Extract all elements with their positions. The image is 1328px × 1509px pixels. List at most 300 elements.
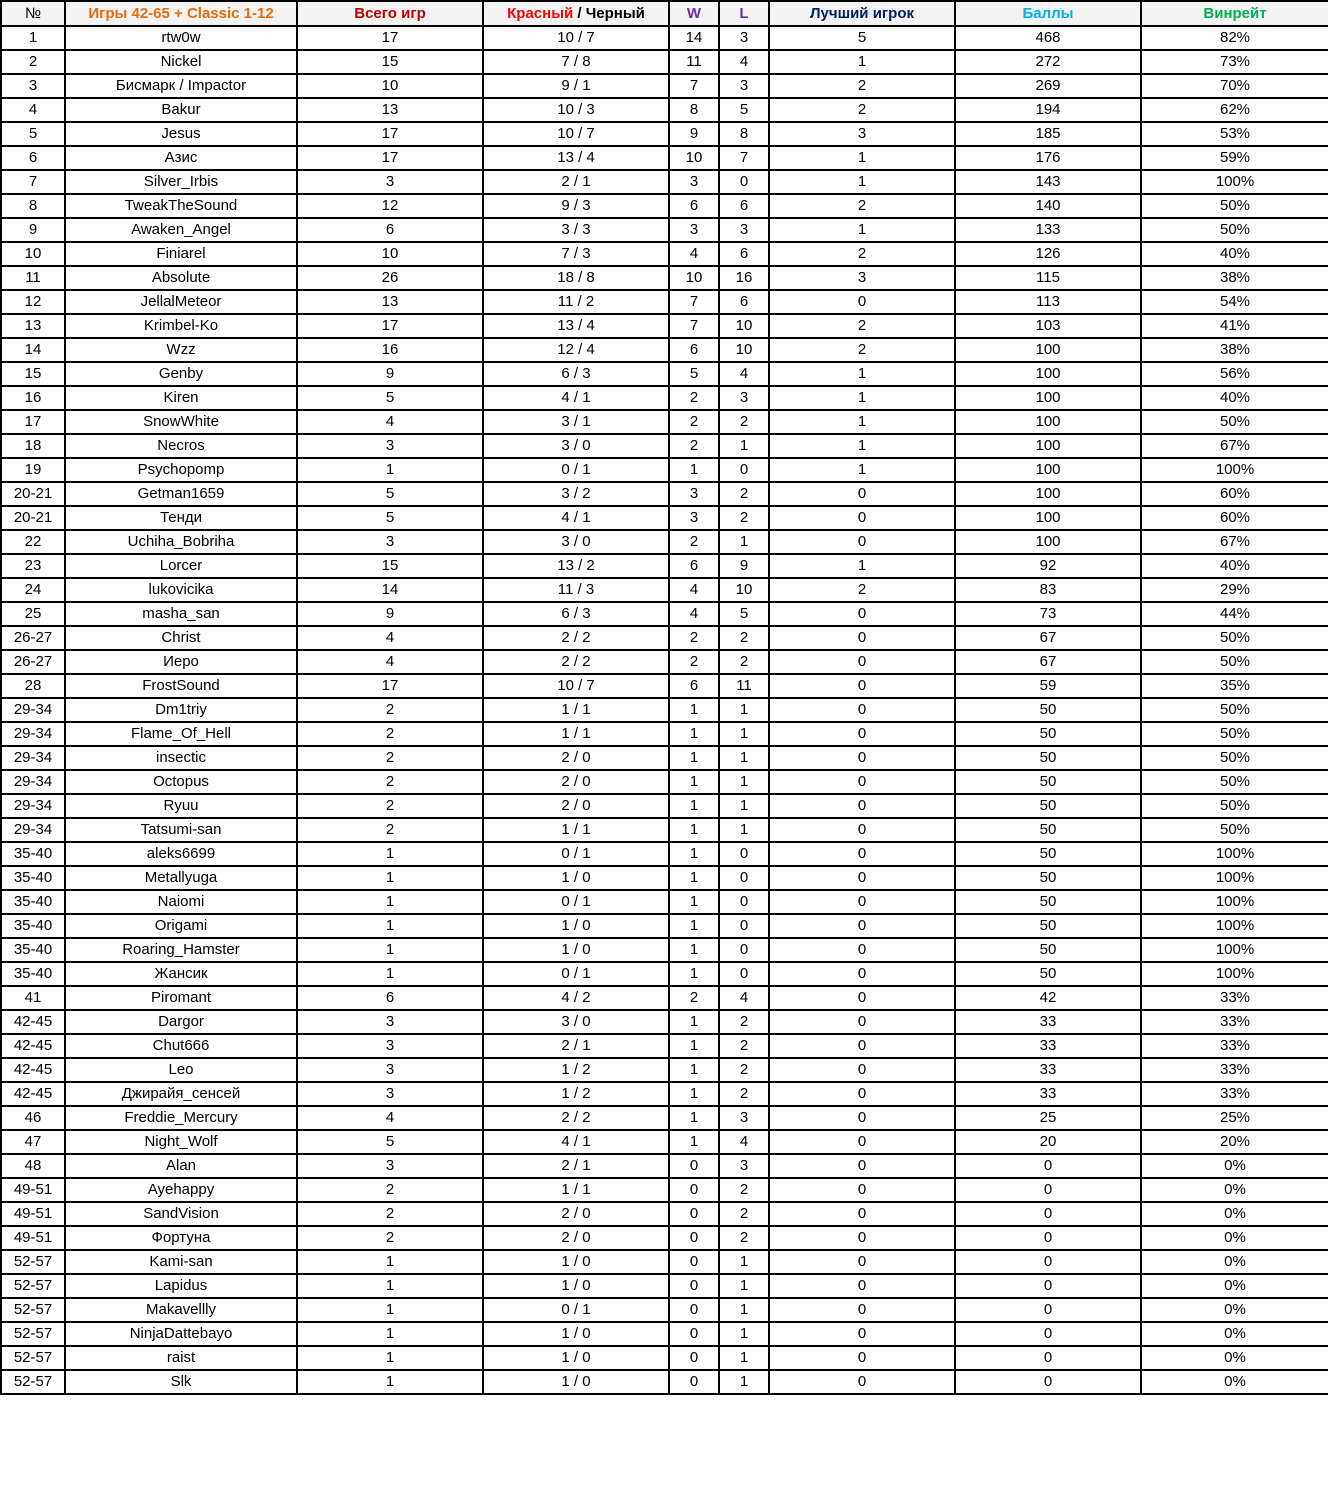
wins-cell: 14 xyxy=(669,26,719,50)
rank-cell: 29-34 xyxy=(1,698,65,722)
wins-cell: 11 xyxy=(669,50,719,74)
points-cell: 50 xyxy=(955,842,1141,866)
best-player-cell: 2 xyxy=(769,314,955,338)
player-cell: Kiren xyxy=(65,386,297,410)
wins-cell: 2 xyxy=(669,650,719,674)
losses-cell: 2 xyxy=(719,1202,769,1226)
losses-cell: 1 xyxy=(719,1250,769,1274)
player-cell: Psychopomp xyxy=(65,458,297,482)
losses-cell: 2 xyxy=(719,1010,769,1034)
red-black-cell: 2 / 1 xyxy=(483,1154,669,1178)
losses-cell: 0 xyxy=(719,458,769,482)
player-cell: Ayehappy xyxy=(65,1178,297,1202)
losses-cell: 16 xyxy=(719,266,769,290)
player-cell: SnowWhite xyxy=(65,410,297,434)
rank-cell: 29-34 xyxy=(1,746,65,770)
total-games-cell: 1 xyxy=(297,458,483,482)
red-black-cell: 7 / 3 xyxy=(483,242,669,266)
losses-cell: 1 xyxy=(719,1370,769,1394)
points-cell: 50 xyxy=(955,746,1141,770)
rank-cell: 26-27 xyxy=(1,626,65,650)
points-cell: 100 xyxy=(955,434,1141,458)
player-cell: Bakur xyxy=(65,98,297,122)
losses-cell: 2 xyxy=(719,1178,769,1202)
red-black-cell: 0 / 1 xyxy=(483,842,669,866)
best-player-cell: 0 xyxy=(769,1154,955,1178)
points-cell: 67 xyxy=(955,626,1141,650)
losses-cell: 1 xyxy=(719,698,769,722)
table-row xyxy=(1,842,1328,866)
red-black-cell: 3 / 2 xyxy=(483,482,669,506)
table-row xyxy=(1,626,1328,650)
winrate-cell: 33% xyxy=(1141,1058,1328,1082)
winrate-cell: 25% xyxy=(1141,1106,1328,1130)
winrate-cell: 60% xyxy=(1141,482,1328,506)
winrate-cell: 56% xyxy=(1141,362,1328,386)
wins-cell: 4 xyxy=(669,578,719,602)
table-row xyxy=(1,722,1328,746)
losses-cell: 3 xyxy=(719,26,769,50)
losses-cell: 2 xyxy=(719,1058,769,1082)
table-row xyxy=(1,1274,1328,1298)
wins-cell: 1 xyxy=(669,842,719,866)
player-cell: rtw0w xyxy=(65,26,297,50)
wins-cell: 3 xyxy=(669,482,719,506)
winrate-cell: 29% xyxy=(1141,578,1328,602)
player-cell: raist xyxy=(65,1346,297,1370)
points-cell: 92 xyxy=(955,554,1141,578)
red-black-cell: 10 / 7 xyxy=(483,122,669,146)
winrate-cell: 67% xyxy=(1141,434,1328,458)
winrate-cell: 62% xyxy=(1141,98,1328,122)
winrate-cell: 0% xyxy=(1141,1178,1328,1202)
red-black-cell: 10 / 7 xyxy=(483,26,669,50)
wins-cell: 1 xyxy=(669,866,719,890)
best-player-cell: 1 xyxy=(769,50,955,74)
losses-cell: 1 xyxy=(719,1274,769,1298)
total-games-cell: 10 xyxy=(297,242,483,266)
rank-cell: 52-57 xyxy=(1,1298,65,1322)
red-black-cell: 2 / 0 xyxy=(483,746,669,770)
points-cell: 50 xyxy=(955,818,1141,842)
points-cell: 272 xyxy=(955,50,1141,74)
player-cell: Wzz xyxy=(65,338,297,362)
best-player-cell: 0 xyxy=(769,914,955,938)
player-cell: Awaken_Angel xyxy=(65,218,297,242)
points-cell: 194 xyxy=(955,98,1141,122)
red-black-cell: 1 / 0 xyxy=(483,1370,669,1394)
wins-cell: 0 xyxy=(669,1346,719,1370)
best-player-cell: 1 xyxy=(769,386,955,410)
table-row xyxy=(1,458,1328,482)
red-black-cell: 0 / 1 xyxy=(483,962,669,986)
rank-cell: 23 xyxy=(1,554,65,578)
red-black-cell: 2 / 2 xyxy=(483,1106,669,1130)
best-player-cell: 0 xyxy=(769,1298,955,1322)
total-games-cell: 1 xyxy=(297,842,483,866)
best-player-cell: 0 xyxy=(769,1226,955,1250)
rank-cell: 52-57 xyxy=(1,1322,65,1346)
losses-cell: 10 xyxy=(719,314,769,338)
total-games-cell: 6 xyxy=(297,218,483,242)
player-cell: Origami xyxy=(65,914,297,938)
points-cell: 50 xyxy=(955,962,1141,986)
best-player-cell: 0 xyxy=(769,482,955,506)
total-games-cell: 3 xyxy=(297,1034,483,1058)
rank-cell: 11 xyxy=(1,266,65,290)
wins-cell: 5 xyxy=(669,362,719,386)
points-cell: 133 xyxy=(955,218,1141,242)
player-cell: Kami-san xyxy=(65,1250,297,1274)
wins-cell: 1 xyxy=(669,722,719,746)
winrate-cell: 0% xyxy=(1141,1154,1328,1178)
red-black-cell: 1 / 0 xyxy=(483,866,669,890)
wins-cell: 6 xyxy=(669,554,719,578)
player-cell: NinjaDattebayo xyxy=(65,1322,297,1346)
points-cell: 113 xyxy=(955,290,1141,314)
red-black-cell: 4 / 1 xyxy=(483,506,669,530)
total-games-cell: 9 xyxy=(297,362,483,386)
winrate-cell: 50% xyxy=(1141,218,1328,242)
total-games-cell: 1 xyxy=(297,938,483,962)
best-player-cell: 1 xyxy=(769,362,955,386)
best-player-cell: 0 xyxy=(769,1010,955,1034)
best-player-cell: 2 xyxy=(769,74,955,98)
rank-cell: 46 xyxy=(1,1106,65,1130)
best-player-cell: 1 xyxy=(769,458,955,482)
wins-cell: 6 xyxy=(669,674,719,698)
player-cell: insectic xyxy=(65,746,297,770)
total-games-cell: 2 xyxy=(297,698,483,722)
red-black-cell: 6 / 3 xyxy=(483,602,669,626)
losses-cell: 7 xyxy=(719,146,769,170)
best-player-cell: 3 xyxy=(769,122,955,146)
total-games-cell: 2 xyxy=(297,794,483,818)
wins-cell: 1 xyxy=(669,914,719,938)
rank-cell: 41 xyxy=(1,986,65,1010)
losses-cell: 5 xyxy=(719,602,769,626)
best-player-cell: 0 xyxy=(769,842,955,866)
red-black-cell: 1 / 2 xyxy=(483,1082,669,1106)
points-cell: 100 xyxy=(955,386,1141,410)
losses-cell: 10 xyxy=(719,578,769,602)
best-player-cell: 0 xyxy=(769,1346,955,1370)
player-cell: Иеро xyxy=(65,650,297,674)
points-cell: 50 xyxy=(955,890,1141,914)
table-row xyxy=(1,1202,1328,1226)
wins-cell: 1 xyxy=(669,770,719,794)
table-row xyxy=(1,890,1328,914)
red-black-cell: 1 / 0 xyxy=(483,1250,669,1274)
rank-cell: 20-21 xyxy=(1,506,65,530)
table-row xyxy=(1,1034,1328,1058)
best-player-cell: 0 xyxy=(769,866,955,890)
total-games-cell: 3 xyxy=(297,1082,483,1106)
total-games-cell: 5 xyxy=(297,386,483,410)
best-player-cell: 1 xyxy=(769,218,955,242)
wins-cell: 1 xyxy=(669,1034,719,1058)
total-games-cell: 2 xyxy=(297,818,483,842)
best-player-cell: 0 xyxy=(769,626,955,650)
points-cell: 0 xyxy=(955,1322,1141,1346)
winrate-cell: 0% xyxy=(1141,1346,1328,1370)
header-total-games: Всего игр xyxy=(297,1,483,26)
winrate-cell: 35% xyxy=(1141,674,1328,698)
red-black-cell: 1 / 0 xyxy=(483,1346,669,1370)
points-cell: 50 xyxy=(955,794,1141,818)
wins-cell: 1 xyxy=(669,746,719,770)
losses-cell: 1 xyxy=(719,722,769,746)
total-games-cell: 2 xyxy=(297,1202,483,1226)
best-player-cell: 0 xyxy=(769,746,955,770)
losses-cell: 0 xyxy=(719,170,769,194)
table-row xyxy=(1,698,1328,722)
wins-cell: 10 xyxy=(669,146,719,170)
best-player-cell: 0 xyxy=(769,722,955,746)
winrate-cell: 38% xyxy=(1141,266,1328,290)
table-body xyxy=(1,26,1328,1394)
player-cell: TweakTheSound xyxy=(65,194,297,218)
losses-cell: 0 xyxy=(719,890,769,914)
points-cell: 103 xyxy=(955,314,1141,338)
points-cell: 0 xyxy=(955,1154,1141,1178)
winrate-cell: 100% xyxy=(1141,890,1328,914)
red-black-cell: 11 / 2 xyxy=(483,290,669,314)
red-black-cell: 2 / 0 xyxy=(483,1202,669,1226)
winrate-cell: 50% xyxy=(1141,794,1328,818)
table-row xyxy=(1,1226,1328,1250)
table-row xyxy=(1,122,1328,146)
losses-cell: 11 xyxy=(719,674,769,698)
red-black-cell: 10 / 3 xyxy=(483,98,669,122)
wins-cell: 2 xyxy=(669,386,719,410)
total-games-cell: 1 xyxy=(297,1322,483,1346)
winrate-cell: 100% xyxy=(1141,914,1328,938)
best-player-cell: 0 xyxy=(769,674,955,698)
table-row xyxy=(1,218,1328,242)
winrate-cell: 54% xyxy=(1141,290,1328,314)
points-cell: 100 xyxy=(955,458,1141,482)
wins-cell: 0 xyxy=(669,1250,719,1274)
total-games-cell: 3 xyxy=(297,170,483,194)
wins-cell: 0 xyxy=(669,1370,719,1394)
red-black-cell: 3 / 3 xyxy=(483,218,669,242)
rank-cell: 28 xyxy=(1,674,65,698)
total-games-cell: 5 xyxy=(297,482,483,506)
points-cell: 0 xyxy=(955,1202,1141,1226)
best-player-cell: 2 xyxy=(769,338,955,362)
wins-cell: 2 xyxy=(669,626,719,650)
table-header xyxy=(1,1,1328,26)
points-cell: 468 xyxy=(955,26,1141,50)
rank-cell: 35-40 xyxy=(1,890,65,914)
red-black-cell: 1 / 2 xyxy=(483,1058,669,1082)
red-black-cell: 2 / 1 xyxy=(483,1034,669,1058)
rank-cell: 52-57 xyxy=(1,1250,65,1274)
best-player-cell: 0 xyxy=(769,794,955,818)
rank-cell: 52-57 xyxy=(1,1370,65,1394)
winrate-cell: 73% xyxy=(1141,50,1328,74)
winrate-cell: 44% xyxy=(1141,602,1328,626)
best-player-cell: 0 xyxy=(769,1106,955,1130)
best-player-cell: 0 xyxy=(769,1322,955,1346)
wins-cell: 0 xyxy=(669,1154,719,1178)
winrate-cell: 0% xyxy=(1141,1322,1328,1346)
winrate-cell: 50% xyxy=(1141,626,1328,650)
red-black-cell: 0 / 1 xyxy=(483,1298,669,1322)
losses-cell: 2 xyxy=(719,626,769,650)
table-row xyxy=(1,266,1328,290)
losses-cell: 2 xyxy=(719,1034,769,1058)
losses-cell: 4 xyxy=(719,50,769,74)
winrate-cell: 100% xyxy=(1141,938,1328,962)
points-cell: 67 xyxy=(955,650,1141,674)
winrate-cell: 50% xyxy=(1141,194,1328,218)
red-black-cell: 1 / 0 xyxy=(483,914,669,938)
rank-cell: 12 xyxy=(1,290,65,314)
red-black-cell: 13 / 4 xyxy=(483,146,669,170)
rank-cell: 35-40 xyxy=(1,938,65,962)
best-player-cell: 2 xyxy=(769,242,955,266)
wins-cell: 10 xyxy=(669,266,719,290)
player-cell: Night_Wolf xyxy=(65,1130,297,1154)
table-row xyxy=(1,986,1328,1010)
losses-cell: 0 xyxy=(719,914,769,938)
header-winrate: Винрейт xyxy=(1141,1,1328,26)
table-row xyxy=(1,362,1328,386)
points-cell: 0 xyxy=(955,1346,1141,1370)
winrate-cell: 59% xyxy=(1141,146,1328,170)
winrate-cell: 33% xyxy=(1141,1010,1328,1034)
total-games-cell: 1 xyxy=(297,866,483,890)
total-games-cell: 1 xyxy=(297,1298,483,1322)
red-black-cell: 9 / 1 xyxy=(483,74,669,98)
losses-cell: 1 xyxy=(719,746,769,770)
total-games-cell: 9 xyxy=(297,602,483,626)
points-cell: 0 xyxy=(955,1274,1141,1298)
total-games-cell: 3 xyxy=(297,434,483,458)
table-row xyxy=(1,674,1328,698)
red-black-cell: 18 / 8 xyxy=(483,266,669,290)
winrate-cell: 70% xyxy=(1141,74,1328,98)
player-cell: Бисмарк / Impactor xyxy=(65,74,297,98)
player-cell: FrostSound xyxy=(65,674,297,698)
red-black-cell: 4 / 1 xyxy=(483,1130,669,1154)
rank-cell: 14 xyxy=(1,338,65,362)
total-games-cell: 4 xyxy=(297,650,483,674)
best-player-cell: 0 xyxy=(769,650,955,674)
total-games-cell: 4 xyxy=(297,410,483,434)
wins-cell: 8 xyxy=(669,98,719,122)
table-row xyxy=(1,1082,1328,1106)
points-cell: 126 xyxy=(955,242,1141,266)
rank-cell: 6 xyxy=(1,146,65,170)
best-player-cell: 0 xyxy=(769,770,955,794)
points-cell: 33 xyxy=(955,1034,1141,1058)
table-row xyxy=(1,26,1328,50)
red-black-cell: 2 / 2 xyxy=(483,626,669,650)
losses-cell: 0 xyxy=(719,938,769,962)
points-cell: 115 xyxy=(955,266,1141,290)
table-row xyxy=(1,1370,1328,1394)
points-cell: 20 xyxy=(955,1130,1141,1154)
red-black-cell: 1 / 0 xyxy=(483,938,669,962)
rank-cell: 52-57 xyxy=(1,1274,65,1298)
total-games-cell: 3 xyxy=(297,1058,483,1082)
table-row xyxy=(1,74,1328,98)
header-separator: / xyxy=(573,4,586,22)
losses-cell: 5 xyxy=(719,98,769,122)
points-cell: 33 xyxy=(955,1010,1141,1034)
player-cell: Getman1659 xyxy=(65,482,297,506)
total-games-cell: 4 xyxy=(297,1106,483,1130)
winrate-cell: 50% xyxy=(1141,770,1328,794)
red-black-cell: 4 / 2 xyxy=(483,986,669,1010)
player-cell: Тенди xyxy=(65,506,297,530)
player-cell: Жансик xyxy=(65,962,297,986)
header-player: Игры 42-65 + Classic 1-12 xyxy=(65,1,297,26)
header-losses: L xyxy=(719,1,769,26)
losses-cell: 2 xyxy=(719,650,769,674)
total-games-cell: 1 xyxy=(297,1250,483,1274)
best-player-cell: 0 xyxy=(769,890,955,914)
rank-cell: 10 xyxy=(1,242,65,266)
total-games-cell: 17 xyxy=(297,122,483,146)
red-black-cell: 12 / 4 xyxy=(483,338,669,362)
winrate-cell: 53% xyxy=(1141,122,1328,146)
player-cell: Krimbel-Ko xyxy=(65,314,297,338)
winrate-cell: 100% xyxy=(1141,842,1328,866)
wins-cell: 1 xyxy=(669,962,719,986)
winrate-cell: 0% xyxy=(1141,1370,1328,1394)
total-games-cell: 13 xyxy=(297,98,483,122)
wins-cell: 3 xyxy=(669,170,719,194)
losses-cell: 1 xyxy=(719,434,769,458)
total-games-cell: 15 xyxy=(297,554,483,578)
table-row xyxy=(1,578,1328,602)
table-row xyxy=(1,794,1328,818)
best-player-cell: 0 xyxy=(769,290,955,314)
red-black-cell: 6 / 3 xyxy=(483,362,669,386)
winrate-cell: 100% xyxy=(1141,866,1328,890)
rank-cell: 35-40 xyxy=(1,914,65,938)
rank-cell: 19 xyxy=(1,458,65,482)
rank-cell: 16 xyxy=(1,386,65,410)
table-row xyxy=(1,1106,1328,1130)
wins-cell: 1 xyxy=(669,1082,719,1106)
table-row xyxy=(1,146,1328,170)
best-player-cell: 3 xyxy=(769,266,955,290)
header-red: Красный xyxy=(507,4,574,22)
rank-cell: 15 xyxy=(1,362,65,386)
points-cell: 0 xyxy=(955,1250,1141,1274)
total-games-cell: 15 xyxy=(297,50,483,74)
player-cell: Flame_Of_Hell xyxy=(65,722,297,746)
winrate-cell: 40% xyxy=(1141,554,1328,578)
losses-cell: 0 xyxy=(719,962,769,986)
wins-cell: 1 xyxy=(669,938,719,962)
rank-cell: 49-51 xyxy=(1,1178,65,1202)
wins-cell: 6 xyxy=(669,194,719,218)
total-games-cell: 2 xyxy=(297,722,483,746)
total-games-cell: 1 xyxy=(297,962,483,986)
best-player-cell: 0 xyxy=(769,1202,955,1226)
wins-cell: 7 xyxy=(669,74,719,98)
wins-cell: 0 xyxy=(669,1178,719,1202)
table-row xyxy=(1,482,1328,506)
player-cell: Necros xyxy=(65,434,297,458)
winrate-cell: 100% xyxy=(1141,962,1328,986)
